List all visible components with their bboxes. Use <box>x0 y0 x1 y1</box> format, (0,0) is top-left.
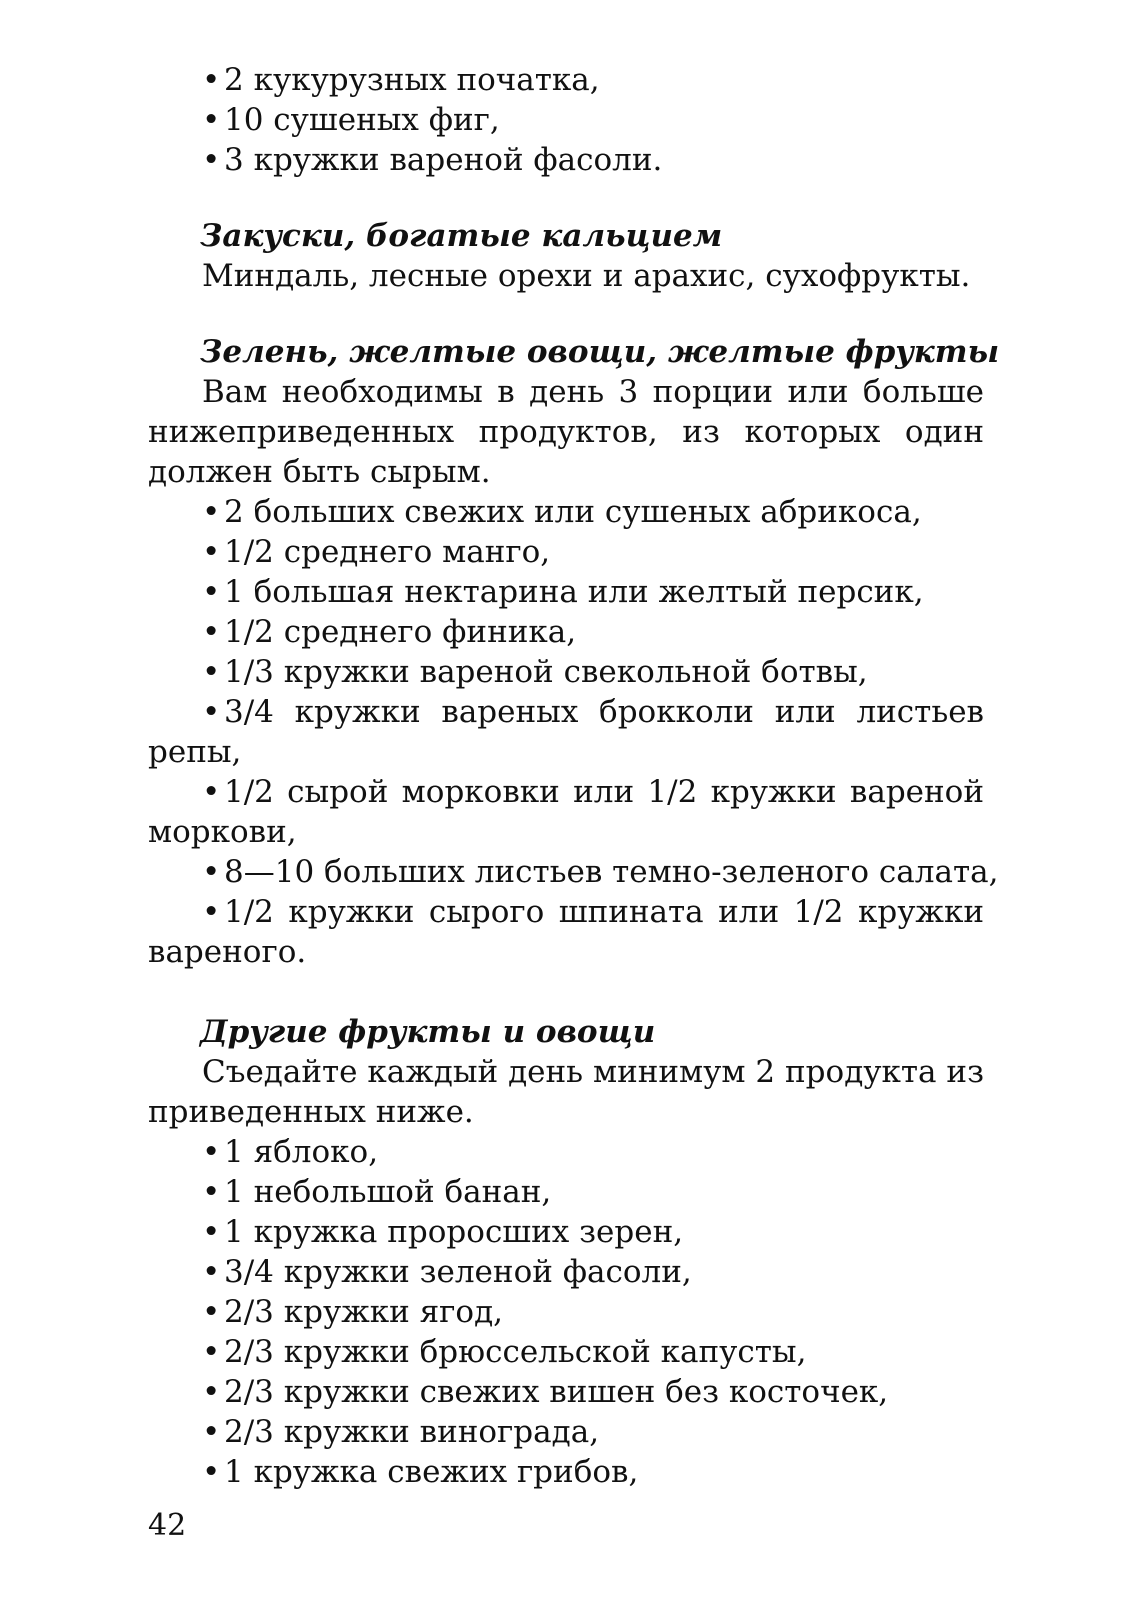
paragraph-line: должен быть сырым. <box>148 454 491 490</box>
list-item: • 2/3 кружки винограда, <box>202 1414 600 1450</box>
paragraph-line: Вам необходимы в день 3 порции или больше <box>202 374 984 410</box>
paragraph-line: Съедайте каждый день минимум 2 продукта из <box>202 1054 984 1090</box>
list-item: • 2/3 кружки свежих вишен без косточек, <box>202 1374 889 1410</box>
list-item: • 2 больших свежих или сушеных абрикоса, <box>202 494 922 530</box>
list-item: • 1 яблоко, <box>202 1134 379 1170</box>
section-heading-calcium: Закуски, богатые кальцием <box>200 218 723 254</box>
list-item: • 1 кружка проросших зерен, <box>202 1214 684 1250</box>
section-heading-greens: Зелень, желтые овощи, желтые фрукты <box>200 334 1000 370</box>
list-item: • 1/2 среднего манго, <box>202 534 551 570</box>
paragraph-calcium: Миндаль, лесные орехи и арахис, сухофрукты. <box>202 258 971 294</box>
list-item: • 3/4 кружки вареных брокколи или листьев <box>202 694 984 730</box>
list-item: • 10 сушеных фиг, <box>202 102 500 138</box>
list-item: • 2 кукурузных початка, <box>202 62 600 98</box>
paragraph-line: нижеприведенных продуктов, из которых один <box>148 414 984 450</box>
list-item: • 8—10 больших листьев темно-зеленого салата, <box>202 854 999 890</box>
list-item-continuation: вареного. <box>148 934 307 970</box>
list-item-continuation: моркови, <box>148 814 297 850</box>
list-item: • 1/3 кружки вареной свекольной ботвы, <box>202 654 868 690</box>
list-item: • 1 небольшой банан, <box>202 1174 552 1210</box>
paragraph-line: приведенных ниже. <box>148 1094 474 1130</box>
list-item: • 1/2 сырой морковки или 1/2 кружки вареной <box>202 774 984 810</box>
list-item: • 1 большая нектарина или желтый персик, <box>202 574 924 610</box>
list-item: • 1/2 среднего финика, <box>202 614 577 650</box>
section-heading-other: Другие фрукты и овощи <box>200 1014 656 1050</box>
page-number: 42 <box>148 1508 187 1543</box>
list-item: • 2/3 кружки ягод, <box>202 1294 504 1330</box>
page-body <box>148 60 1000 1492</box>
list-item-continuation: репы, <box>148 734 242 770</box>
list-item: • 2/3 кружки брюссельской капусты, <box>202 1334 807 1370</box>
list-item: • 1/2 кружки сырого шпината или 1/2 кружки <box>202 894 984 930</box>
list-item: • 3/4 кружки зеленой фасоли, <box>202 1254 692 1290</box>
list-item: • 1 кружка свежих грибов, <box>202 1454 639 1490</box>
list-item: • 3 кружки вареной фасоли. <box>202 142 663 178</box>
